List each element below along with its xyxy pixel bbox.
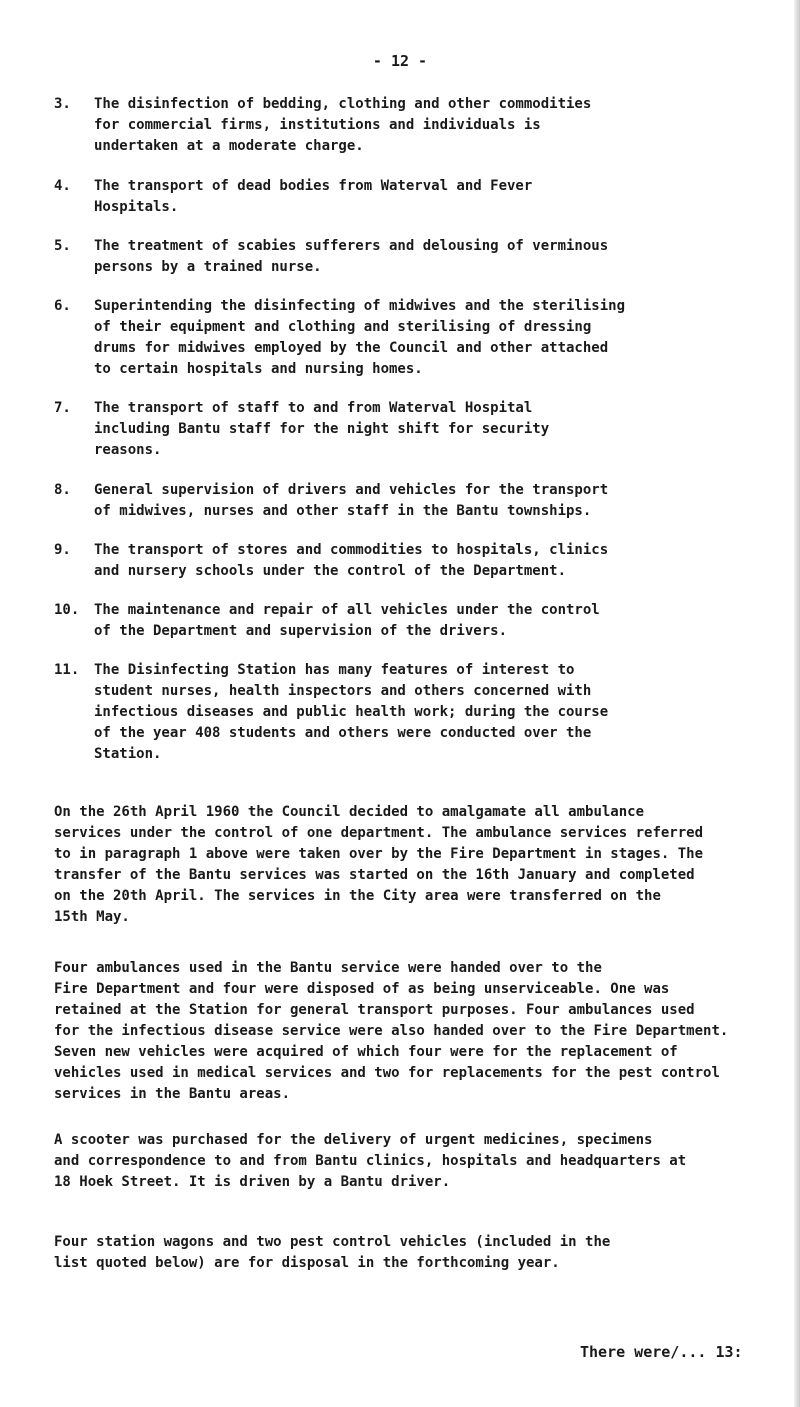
item-number: 7. xyxy=(54,400,71,416)
list-item-7 xyxy=(54,398,784,461)
paragraph-disposal: Four station wagons and two pest control vehicles (included in the list quoted below) are for disposal in the forthcoming year. xyxy=(54,1234,611,1271)
page-number: - 12 - xyxy=(372,52,428,70)
item-number: 3. xyxy=(54,96,71,112)
paragraph-scooter: A scooter was purchased for the delivery of urgent medicines, specimens and correspondence to and from Bantu clinics, hospitals and headquarters at 18 Hoek Street. It is driven by a Bantu driver. xyxy=(54,1132,687,1190)
item-text: The transport of staff to and from Waterval Hospital including Bantu staff for the night shift for security reasons. xyxy=(94,400,550,458)
list-item-5 xyxy=(54,236,784,278)
list-item-11 xyxy=(54,660,784,765)
item-number: 4. xyxy=(54,178,71,194)
item-number: 8. xyxy=(54,482,71,498)
continuation-footer: There were/... 13: xyxy=(580,1343,743,1361)
item-text: General supervision of drivers and vehicles for the transport of midwives, nurses and other staff in the Bantu townships. xyxy=(94,482,609,519)
item-text: The Disinfecting Station has many features of interest to student nurses, health inspectors and others concerned with infectious diseases and public health work; during the course of the year 408 students and others were conducted over the Station. xyxy=(94,662,609,762)
list-item-10 xyxy=(54,600,784,642)
item-text: The transport of dead bodies from Waterval and Fever Hospitals. xyxy=(94,178,533,215)
paragraph-ambulances: Four ambulances used in the Bantu service were handed over to the Fire Department and four were disposed of as being unserviceable. One was retained at the Station for general transport purposes. Four ambulances used for the infectious disease service were also handed over to the Fire Department. Seven new vehicles were acquired of which four were for the replacement of vehicles used in medical services and two for replacements for the pest control services in the Bantu areas. xyxy=(54,960,729,1102)
item-number: 10. xyxy=(54,602,80,618)
item-text: The treatment of scabies sufferers and delousing of verminous persons by a trained nurse. xyxy=(94,238,609,275)
item-text: The maintenance and repair of all vehicles under the control of the Department and supervision of the drivers. xyxy=(94,602,600,639)
item-number: 11. xyxy=(54,662,80,678)
item-number: 6. xyxy=(54,298,71,314)
item-number: 9. xyxy=(54,542,71,558)
list-item-4 xyxy=(54,176,784,218)
item-number: 5. xyxy=(54,238,71,254)
item-text: The disinfection of bedding, clothing and other commodities for commercial firms, institutions and individuals is undertaken at a moderate charge. xyxy=(94,96,592,154)
list-item-3 xyxy=(54,94,784,157)
paragraph-amalgamation: On the 26th April 1960 the Council decided to amalgamate all ambulance services under the control of one department. The ambulance services referred to in paragraph 1 above were taken over by the Fire Department in stages. The transfer of the Bantu services was started on the 16th January and completed on the 20th April. The services in the City area were transferred on the 15th May. xyxy=(54,804,704,925)
item-text: The transport of stores and commodities to hospitals, clinics and nursery schools under the control of the Department. xyxy=(94,542,609,579)
list-item-6 xyxy=(54,296,784,380)
list-item-9 xyxy=(54,540,784,582)
item-text: Superintending the disinfecting of midwives and the sterilising of their equipment and clothing and sterilising of dressing drums for midwives employed by the Council and other attached to certain hospitals and nursing homes. xyxy=(94,298,626,377)
list-item-8 xyxy=(54,480,784,522)
page-edge-shadow xyxy=(794,0,800,1407)
